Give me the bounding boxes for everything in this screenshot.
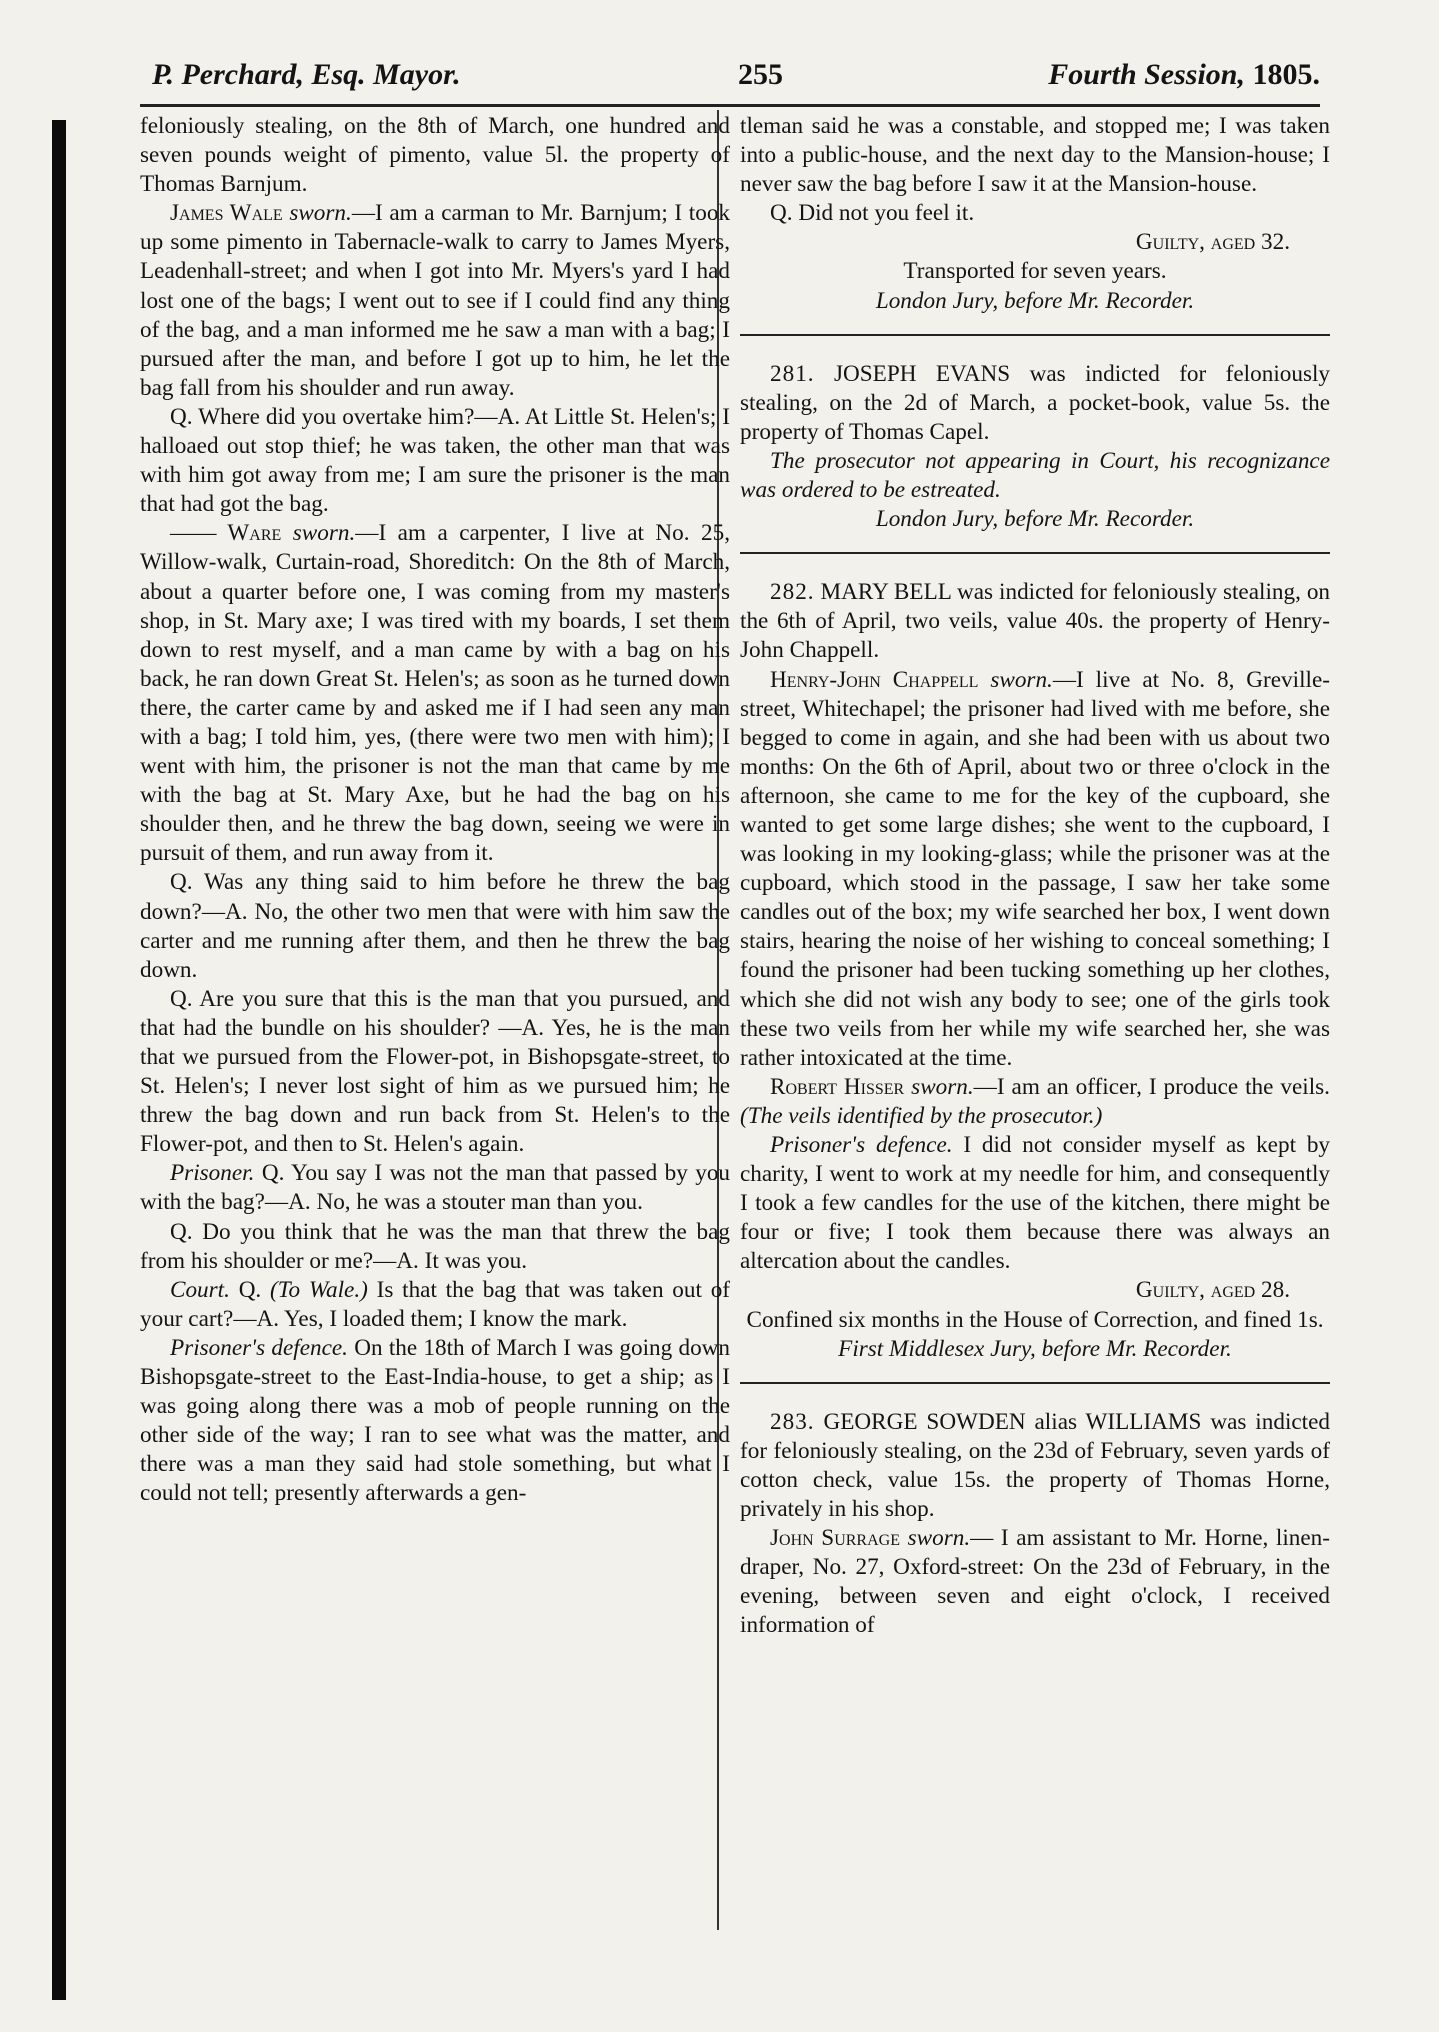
jury-line: London Jury, before Mr. Recorder. [875,506,1195,533]
indictment-text: was indicted for feloniously stealing, on the 23d of February, seven yards of cotton check, value 15s. the property of Thomas Horne, privately in his shop. [740,1408,1330,1523]
paragraph: Q. Are you sure that this is the man that you pursued, and that had the bundle on his shoulder? —A. Yes, he is the man that we pursued from the Flower-pot, in Bishopsgate-street, to St. Helen's; I never lost sight of him as we pursued him; he threw the bag down and run back from St. Helen's to the Flower-pot, and then to St. Helen's again. [140,985,730,1158]
witness-name: Robert Hisser [770,1073,905,1100]
trial-number: 282. [770,579,815,606]
court-note: The prosecutor not appearing in Court, his recognizance was ordered to be estreated. [740,447,1330,504]
prisoner-question [140,1159,730,1217]
defendant-alias-name: WILLIAMS [1085,1408,1202,1435]
trial-number: 281. [770,360,815,387]
question-text: Is that the bag that was taken out of your cart?—A. Yes, I loaded them; I know the mark. [140,1276,731,1332]
testimony-text: —I am an officer, I produce the veils. [973,1073,1330,1100]
question-text: Q. You say I was not the man that passed by you with the bag?—A. No, he was a stouter man than you. [140,1160,731,1216]
trial-entry [740,578,1330,665]
witness-name: John Surrage [770,1525,900,1552]
witness-name: —— Ware [170,520,282,547]
right-column [740,112,1330,1641]
section-rule [740,552,1330,554]
alias-label: alias [1034,1408,1078,1435]
paragraph: Q. Do you think that he was the man that threw the bag from his shoulder or me?—A. It was you. [140,1218,730,1274]
sworn-label: sworn. [911,1073,974,1100]
defence-label: Prisoner's defence. [170,1334,348,1361]
sworn-label: sworn. [990,666,1053,693]
aside-note: (To Wale.) [270,1276,368,1303]
paragraph: tleman said he was a constable, and stopped me; I was taken into a public-house, and the next day to the Mansion-house; I never saw the bag before I saw it at the Mansion-house. [740,113,1330,198]
defence-text: I did not consider myself as kept by charity, I went to work at my needle for him, and consequently I took a few candles for the use of the kitchen, there might be four or five; I took them because there was always an altercation about the candles. [740,1132,1331,1275]
indictment-text: was indicted for feloniously stealing, on the 6th of April, two veils, value 40s. the property of Henry-John Chappell. [740,579,1331,664]
header-mayor: P. Perchard, Esq. Mayor. [152,58,461,91]
witness-testimony [140,519,730,868]
court-question [140,1276,730,1334]
speaker-label: Prisoner. [170,1160,255,1187]
defendant-name: JOSEPH EVANS [834,360,1011,387]
sentence: Confined six months in the House of Correction, and fined 1s. [746,1306,1324,1333]
running-header [140,58,1320,108]
header-year: 1805. [1252,58,1320,91]
header-session [1048,58,1320,92]
sworn-label: sworn. [289,200,352,227]
defendant-name: MARY BELL [820,579,952,606]
trial-number: 283. [770,1408,815,1435]
trial-entry [740,1408,1330,1524]
trial-entry [740,360,1330,447]
paragraph: Q. Was any thing said to him before he threw the bag down?—A. No, the other two men that were with him saw the carter and me running after them, and then he threw the bag down. [140,869,730,983]
testimony-text: —I am a carpenter, I live at No. 25, Willow-walk, Curtain-road, Shoreditch: On the 8th of March, about a quarter before one, I was coming from my master's shop, in St. Mary axe; I was tired with my boards, I set them down to rest myself, and a man came by with a bag on his back, he ran down Great St. Helen's; as soon as he turned down there, the carter came by and asked me if I had seen any man with a bag; I told him, yes, (there were two men with him); I went with him, the prisoner is not the man that came by me with the bag at St. Mary Axe, but he had the bag on his shoulder then, and he threw the bag down, seeing we were in pursuit of them, and run away from it. [140,520,731,867]
verdict: Guilty, aged 32. [1135,229,1290,256]
testimony-text: — I am assistant to Mr. Horne, linen-draper, No. 27, Oxford-street: On the 23d of February, in the evening, between seven and eight o'clock, I received information of [740,1525,1330,1639]
defendant-name: GEORGE SOWDEN [823,1408,1026,1435]
page-binding-edge [52,120,66,2000]
defence-text: On the 18th of March I was going down Bishopsgate-street to the East-India-house, to get a ship; as I was going along there was a mob of people running on the other side of the way; I ran to see what was the matter, and there was a man they said had stole something, but what I could not tell; presently afterwards a gen- [140,1334,731,1507]
prisoner-defence [140,1334,730,1509]
witness-testimony [740,1073,1330,1131]
witness-testimony [140,199,730,403]
left-column [140,112,730,1509]
page-number: 255 [738,58,783,91]
testimony-text: —I live at No. 8, Greville-street, Whitechapel; the prisoner had lived with me before, she begged to come in again, and she had been with us about two months: On the 6th of April, about two or three o'clock in the afternoon, she came to me for the key of the cupboard, she wanted to get some large dishes; she went to the cupboard, I was looking in my looking-glass; while the prisoner was at the cupboard, which stood in the passage, I saw her take some candles out of the box; my wife searched her box, I went down stairs, hearing the noise of her wishing to conceal something; I found the prisoner had been tucking something up her clothes, which she did not wish any body to see; one of the girls took these two veils from her while my wife searched her, she was rather intoxicated at the time. [740,666,1330,1071]
header-rule [140,104,1320,107]
jury-line: First Middlesex Jury, before Mr. Recorder. [838,1335,1232,1362]
sentence: Transported for seven years. [903,258,1167,285]
sworn-label: sworn. [907,1525,971,1552]
jury-line: London Jury, before Mr. Recorder. [875,287,1195,314]
speaker-label: Court. [170,1276,230,1303]
witness-name: James Wale [170,200,283,227]
witness-testimony [740,1524,1330,1640]
verdict: Guilty, aged 28. [1135,1277,1290,1304]
paragraph: Q. Did not you feel it. [770,200,975,227]
defence-label: Prisoner's defence. [770,1132,953,1158]
document-page [100,0,1331,2032]
section-rule [740,1382,1330,1384]
testimony-text: —I am a carman to Mr. Barnjum; I took up some pimento in Tabernacle-walk to carry to James Myers, Leadenhall-street; and when I got into Mr. Myers's yard I had lost one of the bags; I went out to see if I could find any thing of the bag, and a man informed me he saw a man with a bag; I pursued after the man, and before I got up to him, he let the bag fall from his shoulder and run away. [140,200,731,401]
witness-testimony [740,666,1330,1073]
header-session-label: Fourth Session, [1048,58,1245,91]
indictment-text: was indicted for feloniously stealing, on the 2d of March, a pocket-book, value 5s. the property of Thomas Capel. [740,360,1331,445]
sworn-label: sworn. [292,520,356,547]
witness-name: Henry-John Chappell [770,666,979,693]
paragraph: feloniously stealing, on the 8th of March, one hundred and seven pounds weight of pimento, value 5l. the property of Thomas Barnjum. [140,113,730,198]
aside-note: (The veils identified by the prosecutor.) [740,1102,1103,1129]
section-rule [740,334,1330,336]
question-marker: Q. [238,1276,262,1303]
prisoner-defence [740,1131,1330,1276]
paragraph: Q. Where did you overtake him?—A. At Little St. Helen's; I halloaed out stop thief; he was taken, the other man that was with him got away from me; I am sure the prisoner is the man that had got the bag. [140,403,730,518]
